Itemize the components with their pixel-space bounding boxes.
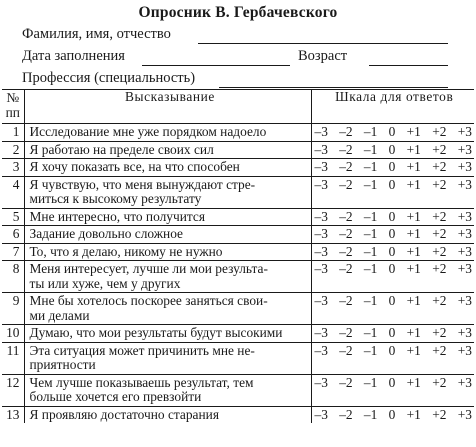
statement-text: Мне бы хотелось поскорее заняться свои-: [29, 293, 268, 308]
statement-cell: [24, 208, 311, 226]
scale-option[interactable]: 0: [388, 124, 396, 139]
statement-text: Я работаю на пределе своих сил: [29, 141, 214, 157]
scale-option[interactable]: –2: [339, 141, 353, 157]
table-row: [2, 342, 474, 374]
scale-option[interactable]: –2: [339, 176, 353, 192]
scale-option[interactable]: +2: [432, 293, 447, 308]
scale-option[interactable]: +3: [457, 124, 472, 139]
scale-cell: [311, 325, 474, 343]
scale-option[interactable]: +2: [432, 374, 447, 390]
scale-option[interactable]: +2: [432, 325, 447, 340]
statement-text: То, что я делаю, никому не нужно: [29, 243, 223, 259]
scale-option[interactable]: –1: [363, 406, 378, 422]
scale-option[interactable]: +3: [457, 226, 472, 241]
scale-option[interactable]: –3: [314, 124, 328, 139]
scale-option[interactable]: –3: [314, 261, 328, 276]
header-number-line2: пп: [5, 104, 20, 120]
answer-scale: [315, 344, 475, 359]
statement-cell: [24, 226, 311, 244]
scale-option[interactable]: 0: [388, 374, 396, 390]
row-number: 1: [2, 124, 24, 142]
scale-option[interactable]: +1: [406, 176, 421, 192]
scale-option[interactable]: –2: [339, 261, 353, 276]
statement-cell: [24, 176, 311, 208]
name-line[interactable]: [198, 43, 448, 44]
scale-option[interactable]: –2: [339, 374, 353, 390]
table-row: [2, 243, 474, 261]
scale-option[interactable]: +1: [406, 374, 421, 390]
table-row: [2, 261, 474, 293]
age-line[interactable]: [369, 65, 448, 66]
scale-option[interactable]: –1: [363, 374, 378, 390]
statement-cell: [24, 406, 311, 423]
scale-option[interactable]: –2: [339, 342, 353, 358]
scale-option[interactable]: –3: [314, 342, 328, 358]
scale-option[interactable]: 0: [388, 325, 396, 340]
table-row: [2, 406, 474, 423]
scale-option[interactable]: +1: [406, 406, 421, 422]
row-number: 9: [2, 293, 24, 325]
table-row: [2, 159, 474, 177]
row-number: 10: [2, 325, 24, 343]
scale-option[interactable]: –1: [363, 141, 378, 157]
scale-option[interactable]: –2: [339, 159, 353, 174]
row-number: 8: [2, 261, 24, 293]
statement-text: Я хочу показать все, на что способен: [29, 159, 240, 174]
statement-text: ты или хуже, чем у других: [29, 275, 181, 291]
scale-option[interactable]: –3: [314, 141, 328, 157]
scale-option[interactable]: +2: [432, 226, 447, 241]
date-label: Дата заполнения: [22, 48, 125, 64]
scale-option[interactable]: –3: [314, 159, 328, 174]
table-row: [2, 226, 474, 244]
statement-text: Думаю, что мои результаты будут высокими: [29, 325, 283, 340]
scale-option[interactable]: +3: [457, 406, 472, 422]
scale-option[interactable]: +1: [406, 159, 421, 174]
statement-cell: [24, 293, 311, 325]
scale-option[interactable]: +1: [406, 342, 421, 358]
scale-cell: [311, 243, 474, 261]
scale-option[interactable]: +3: [457, 243, 472, 259]
row-number: 2: [2, 141, 24, 159]
header-statement: Высказывание: [24, 90, 311, 124]
header-number-line1: №: [6, 90, 20, 105]
scale-option[interactable]: –1: [363, 325, 378, 340]
scale-option[interactable]: +1: [406, 325, 421, 340]
row-number: 13: [2, 406, 24, 423]
answer-scale: [315, 408, 475, 423]
scale-option[interactable]: +3: [457, 176, 472, 192]
statement-text: Я проявляю достаточно старания: [29, 406, 219, 422]
answer-scale: [315, 210, 475, 225]
statement-cell: [24, 325, 311, 343]
scale-option[interactable]: +1: [406, 208, 421, 224]
answer-scale: [315, 227, 475, 242]
scale-option[interactable]: +2: [432, 176, 447, 192]
answer-scale: [315, 143, 475, 158]
statement-text: Эта ситуация может причинить мне не-: [29, 342, 255, 358]
scale-option[interactable]: –1: [363, 261, 378, 276]
scale-option[interactable]: +3: [457, 261, 472, 276]
answer-scale: [315, 262, 475, 277]
scale-cell: [311, 159, 474, 177]
statement-text: приятности: [29, 357, 96, 372]
scale-cell: [311, 176, 474, 208]
scale-cell: [311, 342, 474, 374]
scale-cell: [311, 208, 474, 226]
scale-cell: [311, 124, 474, 142]
scale-option[interactable]: –2: [339, 208, 353, 224]
answer-scale: [315, 245, 475, 260]
scale-option[interactable]: +1: [406, 141, 421, 157]
questionnaire-table: [2, 89, 474, 423]
scale-option[interactable]: –1: [363, 124, 378, 139]
statement-text: Чем лучше показываешь результат, тем: [29, 374, 254, 390]
row-number: 11: [2, 342, 24, 374]
answer-scale: [315, 294, 475, 309]
header-scale: Шкала для ответов: [311, 90, 474, 124]
scale-option[interactable]: +2: [432, 406, 447, 422]
scale-option[interactable]: –1: [363, 243, 378, 259]
statement-cell: [24, 243, 311, 261]
scale-option[interactable]: –1: [363, 208, 378, 224]
age-label: Возраст: [298, 48, 348, 64]
scale-option[interactable]: 0: [388, 176, 396, 192]
answer-scale: [315, 178, 475, 193]
scale-option[interactable]: –1: [363, 159, 378, 174]
scale-option[interactable]: 0: [388, 406, 396, 422]
answer-scale: [315, 125, 475, 140]
statement-text: Я чувствую, что меня вынуждают стре-: [29, 176, 256, 192]
profession-label: Профессия (специальность): [22, 70, 196, 86]
table-row: [2, 141, 474, 159]
scale-option[interactable]: +2: [432, 141, 447, 157]
scale-option[interactable]: –2: [339, 325, 353, 340]
scale-option[interactable]: +3: [457, 208, 472, 224]
scale-option[interactable]: +1: [406, 243, 421, 259]
scale-option[interactable]: –2: [339, 243, 353, 259]
statement-cell: [24, 374, 311, 406]
scale-option[interactable]: +2: [432, 243, 447, 259]
table-row: [2, 374, 474, 406]
scale-option[interactable]: –2: [339, 226, 353, 241]
scale-option[interactable]: 0: [388, 342, 396, 358]
page-title: Опросник В. Гербачевского: [138, 4, 338, 21]
table-header-row: [2, 90, 474, 124]
scale-option[interactable]: 0: [388, 293, 396, 308]
row-number: 12: [2, 374, 24, 406]
scale-option[interactable]: +3: [457, 325, 472, 340]
name-label: Фамилия, имя, отчество: [22, 26, 171, 42]
scale-option[interactable]: +2: [432, 261, 447, 276]
answer-scale: [315, 376, 475, 391]
scale-option[interactable]: +3: [457, 159, 472, 174]
scale-option[interactable]: –3: [314, 226, 328, 241]
scale-option[interactable]: +2: [432, 208, 447, 224]
date-line[interactable]: [142, 65, 290, 66]
scale-cell: [311, 261, 474, 293]
table-row: [2, 293, 474, 325]
scale-option[interactable]: –3: [314, 406, 328, 422]
scale-option[interactable]: +2: [432, 124, 447, 139]
answer-scale: [315, 160, 475, 175]
row-number: 7: [2, 243, 24, 261]
scale-option[interactable]: +2: [432, 159, 447, 174]
scale-option[interactable]: –1: [363, 342, 378, 358]
scale-option[interactable]: –1: [363, 293, 378, 308]
scale-option[interactable]: 0: [388, 226, 396, 241]
scale-option[interactable]: +1: [406, 226, 421, 241]
statement-text: ми делами: [29, 307, 90, 323]
scale-option[interactable]: 0: [388, 159, 396, 174]
scale-option[interactable]: –1: [363, 226, 378, 241]
scale-option[interactable]: 0: [388, 141, 396, 157]
scale-option[interactable]: +3: [457, 342, 472, 358]
statement-cell: [24, 159, 311, 177]
statement-text: Исследование мне уже порядком надоело: [29, 124, 267, 139]
scale-option[interactable]: 0: [388, 261, 396, 276]
scale-option[interactable]: –3: [314, 176, 328, 192]
scale-cell: [311, 293, 474, 325]
statement-text: больше хочется его превзойти: [29, 389, 202, 404]
scale-option[interactable]: +1: [406, 124, 421, 139]
scale-cell: [311, 141, 474, 159]
table-row: [2, 124, 474, 142]
statement-text: Мне интересно, что получится: [29, 208, 205, 224]
answer-scale: [315, 326, 475, 341]
scale-cell: [311, 374, 474, 406]
scale-option[interactable]: –1: [363, 176, 378, 192]
scale-option[interactable]: –2: [339, 124, 353, 139]
scale-option[interactable]: –3: [314, 325, 328, 340]
statement-text: миться к высокому результату: [29, 191, 202, 206]
scale-option[interactable]: –3: [314, 208, 328, 224]
profession-line[interactable]: [219, 87, 448, 88]
scale-cell: [311, 226, 474, 244]
table-row: [2, 176, 474, 208]
scale-option[interactable]: +3: [457, 374, 472, 390]
row-number: 5: [2, 208, 24, 226]
statement-text: Задание довольно сложное: [29, 226, 183, 241]
header-number: [2, 90, 24, 124]
statement-cell: [24, 342, 311, 374]
scale-option[interactable]: –3: [314, 243, 328, 259]
scale-option[interactable]: –3: [314, 374, 328, 390]
scale-option[interactable]: –2: [339, 406, 353, 422]
scale-option[interactable]: 0: [388, 208, 396, 224]
statement-text: Меня интересует, лучше ли мои результа-: [29, 261, 268, 276]
table-row: [2, 325, 474, 343]
scale-option[interactable]: +3: [457, 141, 472, 157]
statement-cell: [24, 261, 311, 293]
scale-option[interactable]: –2: [339, 293, 353, 308]
row-number: 3: [2, 159, 24, 177]
scale-option[interactable]: +3: [457, 293, 472, 308]
row-number: 6: [2, 226, 24, 244]
scale-option[interactable]: –3: [314, 293, 328, 308]
statement-cell: [24, 141, 311, 159]
scale-option[interactable]: +1: [406, 293, 421, 308]
scale-option[interactable]: 0: [388, 243, 396, 259]
scale-option[interactable]: +2: [432, 342, 447, 358]
scale-option[interactable]: +1: [406, 261, 421, 276]
row-number: 4: [2, 176, 24, 208]
scale-cell: [311, 406, 474, 423]
statement-cell: [24, 124, 311, 142]
table-row: [2, 208, 474, 226]
